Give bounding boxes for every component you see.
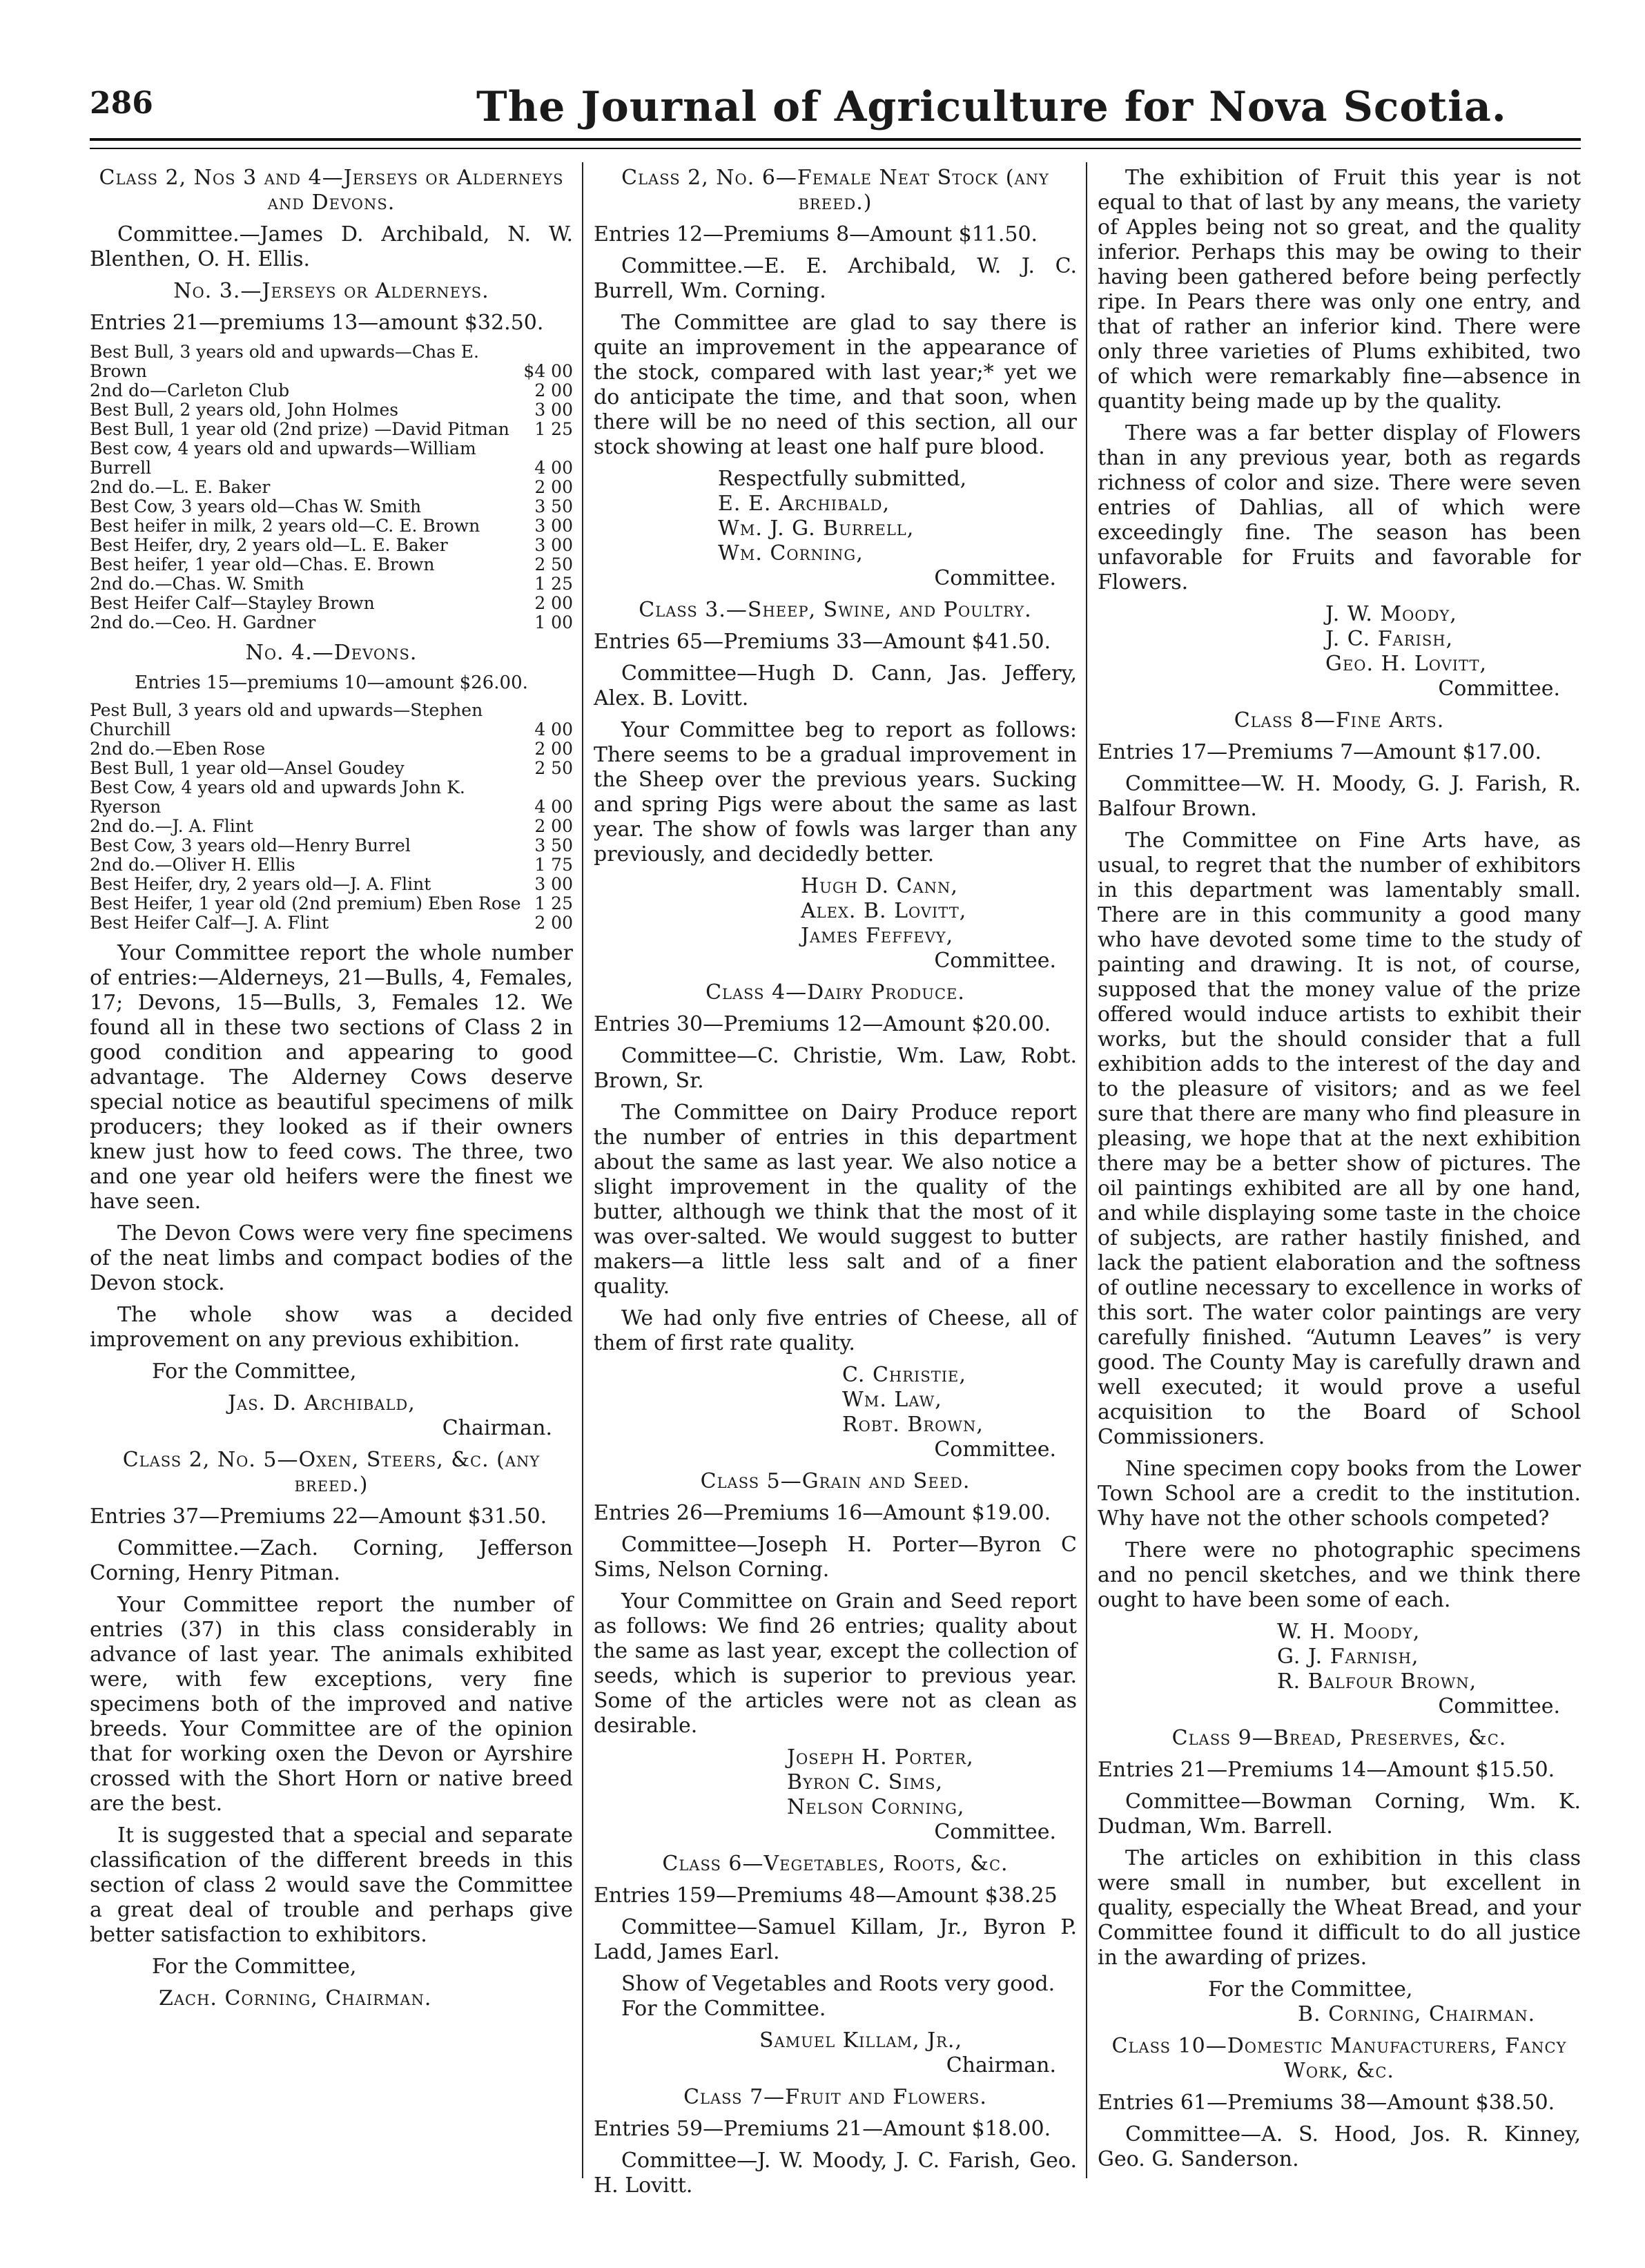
report-paragraph: Nine specimen copy books from the Lower Town School are a credit to the institution. Why have not the other schools competed? <box>1098 1457 1581 1531</box>
signature-role: Committee. <box>934 1820 1056 1844</box>
prize-row <box>90 778 573 817</box>
signature-name: Zach. Corning, Chairman. <box>159 1986 432 2011</box>
signature-name: R. Balfour Brown, <box>1277 1669 1477 1694</box>
report-paragraph: There were no photographic specimens and no pencil sketches, and we think there ought to have been some of each. <box>1098 1538 1581 1612</box>
signature-name: James Feffevy, <box>801 924 954 948</box>
report-paragraph: Your Committee on Grain and Seed report as follows: We find 26 entries; quality about the same as last year, except the collection of seeds, which is superior to previous year. Some of the articles were not as clean as desirable. <box>594 1589 1077 1738</box>
section-heading: No. 3.—Jerseys or Alderneys. <box>173 279 489 303</box>
entries-line: Entries 15—premiums 10—amount $26.00. <box>135 672 528 693</box>
entries-line: Entries 12—Premiums 8—Amount $11.50. <box>594 222 1038 246</box>
section-heading: Class 10—Domestic Manufacturers, Fancy Work, &c. <box>1111 2034 1567 2083</box>
prize-amount: 3 00 <box>534 874 573 895</box>
signature-role: Committee. <box>934 566 1056 590</box>
prize-row <box>90 555 573 574</box>
prize-amount: 2 50 <box>534 554 573 574</box>
committee-line: Committee.—E. E. Archibald, W. J. C. Burrell, Wm. Corning. <box>594 254 1077 303</box>
prize-amount: 1 25 <box>534 419 573 439</box>
report-paragraph: The articles on exhibition in this class were small in number, but excellent in quality, especially the Wheat Bread, and your Committee found it difficult to do all justice in the awarding of prizes. <box>1098 1846 1581 1970</box>
report-paragraph: The Devon Cows were very fine specimens of the neat limbs and compact bodies of the Devon stock. <box>90 1221 573 1296</box>
committee-line: Committee—C. Christie, Wm. Law, Robt. Brown, Sr. <box>594 1044 1077 1093</box>
prize-label: Best Bull, 2 years old, John Holmes <box>90 400 399 420</box>
prize-label: Best Bull, 3 years old and upwards—Chas E. Brown <box>90 342 480 381</box>
report-paragraph: Your Committee report the number of entries (37) in this class considerably in advance of last year. The animals exhibited were, with few exceptions, very fine specimens both of the improved and native breeds. Your Committee are of the opinion that for working oxen the Devon or Ayrshire crossed with the Short Horn or native breed are the best. <box>90 1593 573 1816</box>
report-paragraph: The exhibition of Fruit this year is not equal to that of last by any means, the variety of Apples being not so great, and the quality inferior. Perhaps this may be owing to their having been gathered before being perfectly ripe. In Pears there was only one entry, and that of rather an inferior kind. There were only three varieties of Plums exhibited, two of which were remarkably fine—absence in quantity being made up by the quality. <box>1098 166 1581 414</box>
report-paragraph: Your Committee report the whole number of entries:—Alderneys, 21—Bulls, 4, Females, 17; Devons, 15—Bulls, 3, Females 12. We found all in these two sections of Class 2 in good condition and appearing to good advantage. The Alderney Cows deserve special notice as beautiful specimens of milk producers; they looked as if their owners knew just how to feed cows. The three, two and one year old heifers were the finest we have seen. <box>90 941 573 1214</box>
signature-name: C. Christie, <box>842 1363 966 1387</box>
entries-line: Entries 21—premiums 13—amount $32.50. <box>90 311 544 335</box>
section-heading: Class 6—Vegetables, Roots, &c. <box>662 1852 1009 1876</box>
prize-label: Best Bull, 1 year old—Ansel Goudey <box>90 758 405 779</box>
report-paragraph: Show of Vegetables and Roots very good. <box>621 1972 1055 1996</box>
signature-role: Chairman. <box>442 1416 552 1441</box>
signature-block <box>594 467 1077 591</box>
prize-list <box>90 342 573 632</box>
signature-name: Byron C. Sims, <box>787 1770 944 1794</box>
committee-line: Committee—Joseph H. Porter—Byron C Sims, Nelson Corning. <box>594 1533 1077 1582</box>
prize-label: Best heifer in milk, 2 years old—C. E. Brown <box>90 516 480 536</box>
report-paragraph: Your Committee beg to report as follows: There seems to be a gradual improvement in the Sheep over the previous years. Sucking and spring Pigs were about the same as last year. The show of fowls was larger than any previously, and decidedly better. <box>594 718 1077 866</box>
entries-line: Entries 61—Premiums 38—Amount $38.50. <box>1098 2091 1555 2115</box>
signature-role: Committee. <box>934 1437 1056 1462</box>
entries-line: Entries 37—Premiums 22—Amount $31.50. <box>90 1504 547 1529</box>
prize-row <box>90 613 573 632</box>
signature-name: Jas. D. Archibald, <box>228 1391 416 1416</box>
prize-row <box>90 478 573 497</box>
prize-amount: 1 00 <box>534 612 573 632</box>
entries-line: Entries 21—Premiums 14—Amount $15.50. <box>1098 1758 1555 1782</box>
section-heading: Class 8—Fine Arts. <box>1234 708 1445 733</box>
prize-row <box>90 574 573 594</box>
prize-row <box>90 913 573 933</box>
prize-label: Best Bull, 1 year old (2nd prize) —David Pitman <box>90 419 509 439</box>
prize-amount: 1 75 <box>534 855 573 875</box>
prize-amount: 4 00 <box>534 458 573 478</box>
signature-name: Joseph H. Porter, <box>787 1745 974 1770</box>
signature-name: Geo. H. Lovitt, <box>1325 652 1487 676</box>
prize-amount: 3 00 <box>534 400 573 420</box>
section-heading: Class 5—Grain and Seed. <box>700 1469 971 1493</box>
prize-row <box>90 497 573 516</box>
prize-label: Best Heifer Calf—J. A. Flint <box>90 913 329 933</box>
prize-label: Best Cow, 3 years old—Chas W. Smith <box>90 496 422 516</box>
prize-row <box>90 516 573 536</box>
committee-line: Committee—Hugh D. Cann, Jas. Jeffery, Alex. B. Lovitt. <box>594 661 1077 710</box>
prize-row <box>90 894 573 913</box>
signature-name: Robt. Brown, <box>842 1413 984 1437</box>
prize-row <box>90 759 573 778</box>
report-paragraph: The whole show was a decided improvement on any previous exhibition. <box>90 1303 573 1353</box>
prize-amount: 1 25 <box>534 574 573 594</box>
prize-amount: 2 00 <box>534 477 573 497</box>
signature-intro: Respectfully submitted, <box>718 467 967 491</box>
signature-name: Samuel Killam, Jr., <box>759 2028 962 2053</box>
signature-name: W. H. Moody, <box>1277 1620 1421 1644</box>
committee-line: Committee—Bowman Corning, Wm. K. Dudman, Wm. Barrell. <box>1098 1790 1581 1839</box>
report-paragraph: The Committee on Dairy Produce report the number of entries in this department about the same as last year. We also notice a slight improvement in the quality of the butter, although we think that the most of it was over-salted. We would suggest to butter makers—a little less salt and of a finer quality. <box>594 1101 1077 1299</box>
prize-list <box>90 701 573 933</box>
entries-line: Entries 17—Premiums 7—Amount $17.00. <box>1098 740 1542 764</box>
prize-label: Best Heifer, dry, 2 years old—L. E. Baker <box>90 535 448 555</box>
section-heading: Class 7—Fruit and Flowers. <box>683 2085 987 2109</box>
column-divider <box>582 162 583 2178</box>
page-number: 286 <box>90 86 153 121</box>
signature-block <box>594 2028 1077 2078</box>
entries-line: Entries 65—Premiums 33—Amount $41.50. <box>594 630 1051 654</box>
entries-line: Entries 26—Premiums 16—Amount $19.00. <box>594 1501 1051 1525</box>
prize-label: 2nd do.—Oliver H. Ellis <box>90 855 295 875</box>
prize-amount: 2 00 <box>534 913 573 933</box>
prize-amount: 4 00 <box>534 797 573 817</box>
prize-label: Best cow, 4 years old and upwards—William Burrell <box>90 438 476 478</box>
for-committee: For the Committee, <box>152 1955 357 1979</box>
signature-block <box>1098 602 1581 701</box>
prize-row <box>90 594 573 613</box>
prize-label: Best Heifer, dry, 2 years old—J. A. Flint <box>90 874 431 895</box>
signature-block <box>594 1363 1077 1462</box>
section-heading: Class 2, No. 6—Female Neat Stock (any breed.) <box>621 166 1049 215</box>
signature-block <box>1098 1620 1581 1719</box>
prize-label: 2nd do.—L. E. Baker <box>90 477 271 497</box>
entries-line: Entries 30—Premiums 12—Amount $20.00. <box>594 1012 1051 1036</box>
section-heading: Class 2, No. 5—Oxen, Steers, &c. (any breed.) <box>122 1448 541 1498</box>
signature-name: E. E. Archibald, <box>718 492 890 516</box>
report-paragraph: It is suggested that a special and separate classification of the different breeds in this section of class 2 would save the Committee a great deal of trouble and perhaps give better satisfaction to exhibitors. <box>90 1823 573 1948</box>
signature-block <box>594 874 1077 973</box>
prize-amount: 3 00 <box>534 535 573 555</box>
signature-name: Wm. J. G. Burrell, <box>718 516 915 541</box>
prize-row <box>90 536 573 555</box>
committee-line: Committee—J. W. Moody, J. C. Farish, Geo. H. Lovitt. <box>594 2149 1077 2198</box>
section-heading: Class 2, Nos 3 and 4—Jerseys or Alderneys and Devons. <box>99 166 564 215</box>
section-heading: No. 4.—Devons. <box>245 641 418 665</box>
report-paragraph: The Committee on Fine Arts have, as usual, to regret that the number of exhibitors in this department was lamentably small. There are in this community a good many who have devoted some time to the study of painting and drawing. It is not, of course, supposed that the money value of the prize offered would induce artists to exhibit their works, but the should consider that a full exhibition adds to the interest of the day and to the pleasure of visitors; and as we feel sure that there are many who find pleasure in pleasing, we hope that at the next exhibition there may be a better show of pictures. The oil paintings exhibited are all by one hand, and while displaying some taste in the choice of subjects, are rather hastily finished, and lack the patient elaboration and the softness of outline necessary to excellence in works of this sort. The water color paintings are very carefully finished. “Autumn Leaves” is very good. The County May is carefully drawn and well executed; it would prove a useful acquisition to the Board of School Commissioners. <box>1098 828 1581 1449</box>
prize-row <box>90 875 573 894</box>
prize-row <box>90 342 573 381</box>
prize-amount: 2 00 <box>534 739 573 759</box>
signature-block <box>594 1745 1077 1845</box>
prize-row <box>90 420 573 439</box>
prize-amount: 2 00 <box>534 593 573 613</box>
prize-label: 2nd do.—Chas. W. Smith <box>90 574 304 594</box>
prize-row <box>90 381 573 400</box>
prize-label: Best Cow, 4 years old and upwards John K. Ryerson <box>90 777 465 817</box>
signature-name: J. C. Farish, <box>1325 627 1454 651</box>
for-committee: For the Committee. <box>621 1997 826 2021</box>
committee-line: Committee—Samuel Killam, Jr., Byron P. Ladd, James Earl. <box>594 1915 1077 1964</box>
signature-name: B. Corning, Chairman. <box>1298 2002 1536 2026</box>
prize-row <box>90 836 573 855</box>
prize-row <box>90 701 573 739</box>
prize-label: 2nd do.—Eben Rose <box>90 739 266 759</box>
for-committee: For the Committee, <box>152 1359 357 1384</box>
running-title: The Journal of Agriculture for Nova Scotia. <box>476 83 1507 131</box>
prize-label: Best Heifer, 1 year old (2nd premium) Eben Rose <box>90 893 521 914</box>
signature-name: Hugh D. Cann, <box>801 874 958 898</box>
signature-role: Committee. <box>934 949 1056 973</box>
prize-label: Best Heifer Calf—Stayley Brown <box>90 593 375 613</box>
section-heading: Class 4—Dairy Produce. <box>705 980 965 1005</box>
entries-line: Entries 59—Premiums 21—Amount $18.00. <box>594 2117 1051 2141</box>
prize-label: Best Cow, 3 years old—Henry Burrel <box>90 835 411 856</box>
prize-amount: 3 50 <box>534 835 573 856</box>
column-divider <box>1086 162 1087 2178</box>
committee-text: Committee.—James D. Archibald, N. W. Blenthen, O. H. Ellis. <box>90 222 573 271</box>
prize-label: Pest Bull, 3 years old and upwards—Stephen Churchill <box>90 700 483 740</box>
committee-line: Committee.—Zach. Corning, Jefferson Corning, Henry Pitman. <box>90 1536 573 1586</box>
report-paragraph: We had only five entries of Cheese, all of them of first rate quality. <box>594 1306 1077 1355</box>
prize-amount: 3 00 <box>534 516 573 536</box>
committee-line: Committee—A. S. Hood, Jos. R. Kinney, Geo. G. Sanderson. <box>1098 2122 1581 2171</box>
column-2 <box>594 166 1077 2205</box>
prize-amount: 2 00 <box>534 816 573 837</box>
prize-amount: 4 00 <box>534 719 573 740</box>
entries-line: Entries 159—Premiums 48—Amount $38.25 <box>594 1883 1058 1908</box>
section-heading: Class 9—Bread, Preserves, &c. <box>1171 1726 1507 1750</box>
signature-name: G. J. Farnish, <box>1277 1645 1419 1669</box>
for-committee: For the Committee, <box>1208 1977 1413 2002</box>
header-rule-thin <box>90 148 1581 149</box>
prize-row <box>90 400 573 420</box>
header-rule-thick <box>90 138 1581 141</box>
report-paragraph: The Committee are glad to say there is quite an improvement in the appearance of the stock, compared with last year;* yet we do anticipate the time, and that soon, when there will be no need of this section, all our stock showing at least one half pure blood. <box>594 311 1077 459</box>
prize-amount: 2 00 <box>534 380 573 400</box>
committee-line: Committee—W. H. Moody, G. J. Farish, R. Balfour Brown. <box>1098 772 1581 821</box>
committee-line <box>90 222 573 272</box>
prize-row <box>90 439 573 478</box>
signature-role: Chairman. <box>946 2053 1056 2077</box>
signature-name: Wm. Law, <box>842 1388 942 1412</box>
signature-role: Committee. <box>1438 1694 1560 1718</box>
prize-label: 2nd do—Carleton Club <box>90 380 290 400</box>
signature-block <box>90 1391 573 1441</box>
page-header <box>90 83 1581 138</box>
column-3 <box>1098 166 1581 2179</box>
prize-amount: $4 00 <box>523 361 573 381</box>
prize-row <box>90 817 573 836</box>
prize-amount: 1 25 <box>534 893 573 914</box>
prize-row <box>90 739 573 759</box>
signature-name: Nelson Corning, <box>787 1795 965 1819</box>
prize-label: Best heifer, 1 year old—Chas. E. Brown <box>90 554 435 574</box>
column-1 <box>90 166 573 2018</box>
prize-label: 2nd do.—Ceo. H. Gardner <box>90 612 316 632</box>
signature-name: Alex. B. Lovitt, <box>801 899 967 923</box>
prize-amount: 3 50 <box>534 496 573 516</box>
signature-name: Wm. Corning, <box>718 541 864 565</box>
prize-row <box>90 855 573 875</box>
section-heading: Class 3.—Sheep, Swine, and Poultry. <box>639 598 1032 622</box>
signature-name: J. W. Moody, <box>1325 602 1457 626</box>
report-paragraph: There was a far better display of Flowers than in any previous year, both as regards richness of color and size. There were seven entries of Dahlias, all of which were exceedingly fine. The season has been unfavorable for Fruits and favorable for Flowers. <box>1098 421 1581 594</box>
prize-label: 2nd do.—J. A. Flint <box>90 816 253 837</box>
prize-amount: 2 50 <box>534 758 573 779</box>
signature-role: Committee. <box>1438 677 1560 701</box>
